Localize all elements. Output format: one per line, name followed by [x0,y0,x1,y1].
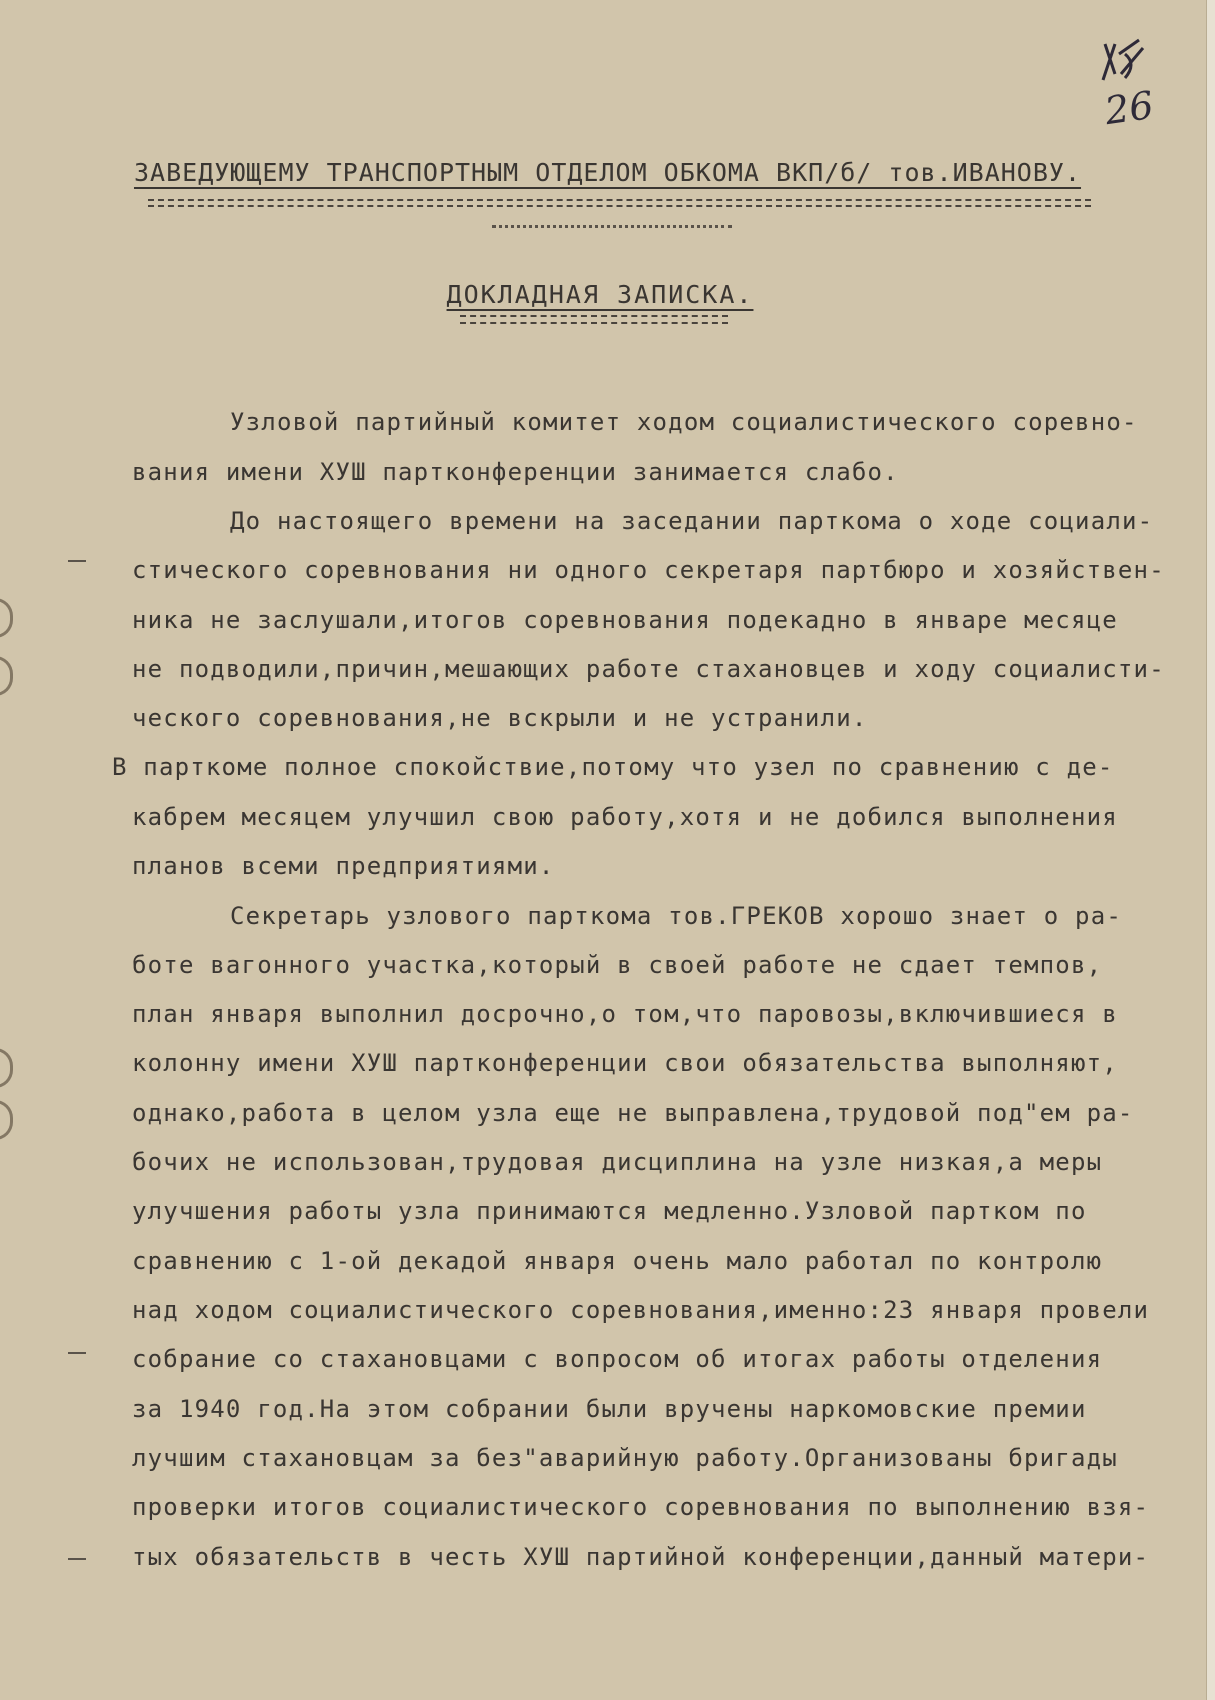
body-line: стического соревнования ни одного секретаря партбюро и хозяйствен- [132,556,1165,584]
body-line: ческого соревнования,не вскрыли и не устранили. [132,704,868,732]
dotted-divider [492,225,732,228]
binding-hole-mark [0,1048,13,1088]
body-line: за 1940 год.На этом собрании были вручены наркомовские премии [132,1395,1087,1423]
double-rule-divider [148,199,1091,201]
body-line: бочих не использован,трудовая дисциплина на узле низкая,а меры [132,1148,1103,1176]
binding-hole-mark [0,598,13,638]
margin-mark [68,1352,86,1354]
body-line: улучшения работы узла принимаются медленно.Узловой партком по [132,1197,1087,1225]
body-line: над ходом социалистического соревнования,именно:23 января провели [132,1296,1150,1324]
addressee-line: ЗАВЕДУЮЩЕМУ ТРАНСПОРТНЫМ ОТДЕЛОМ ОБКОМА ВКП/б/ тов.ИВАНОВУ. [133,158,1082,187]
body-line: боте вагонного участка,который в своей работе не сдает темпов, [132,951,1103,979]
body-line: Секретарь узлового парткома тов.ГРЕКОВ хорошо знает о ра- [230,902,1123,930]
body-line: проверки итогов социалистического соревнования по выполнению взя- [132,1493,1150,1521]
body-line: Узловой партийный комитет ходом социалистического соревно- [230,408,1138,436]
margin-mark [68,1558,86,1560]
body-line: тых обязательств в честь ХУШ партийной конференции,данный матери- [132,1543,1150,1571]
body-line: план января выполнил досрочно,о том,что паровозы,включившиеся в [132,1000,1118,1028]
title-underline [460,322,728,324]
document-title: ДОКЛАДНАЯ ЗАПИСКА. [446,280,754,309]
body-line: не подводили,причин,мешающих работе стахановцев и ходу социалисти- [132,655,1165,683]
body-line: колонну имени ХУШ партконференции свои обязательства выполняют, [132,1049,1118,1077]
body-line: лучшим стахановцам за без"аварийную работу.Организованы бригады [132,1444,1118,1472]
body-line: В парткоме полное спокойствие,потому что узел по сравнению с де- [112,753,1114,781]
binding-hole-mark [0,656,13,696]
body-line: сравнению с 1-ой декадой января очень мало работал по контролю [132,1247,1103,1275]
double-rule-divider [148,205,1091,207]
body-line: кабрем месяцем улучшил свою работу,хотя и не добился выполнения [132,803,1118,831]
body-line: однако,работа в целом узла еще не выправлена,трудовой под"ем ра- [132,1099,1134,1127]
body-line: До настоящего времени на заседании парткома о ходе социали- [230,507,1154,535]
archive-sheet-number: 26 [1101,82,1156,134]
body-line: собрание со стахановцами с вопросом об итогах работы отделения [132,1345,1103,1373]
binding-hole-mark [0,1100,13,1140]
body-line: ника не заслушали,итогов соревнования подекадно в январе месяце [132,606,1118,634]
title-underline [460,315,728,317]
page-edge [1206,0,1215,1700]
body-line: вания имени ХУШ партконференции занимается слабо. [132,458,899,486]
body-line: планов всеми предприятиями. [132,852,555,880]
margin-mark [68,560,86,562]
